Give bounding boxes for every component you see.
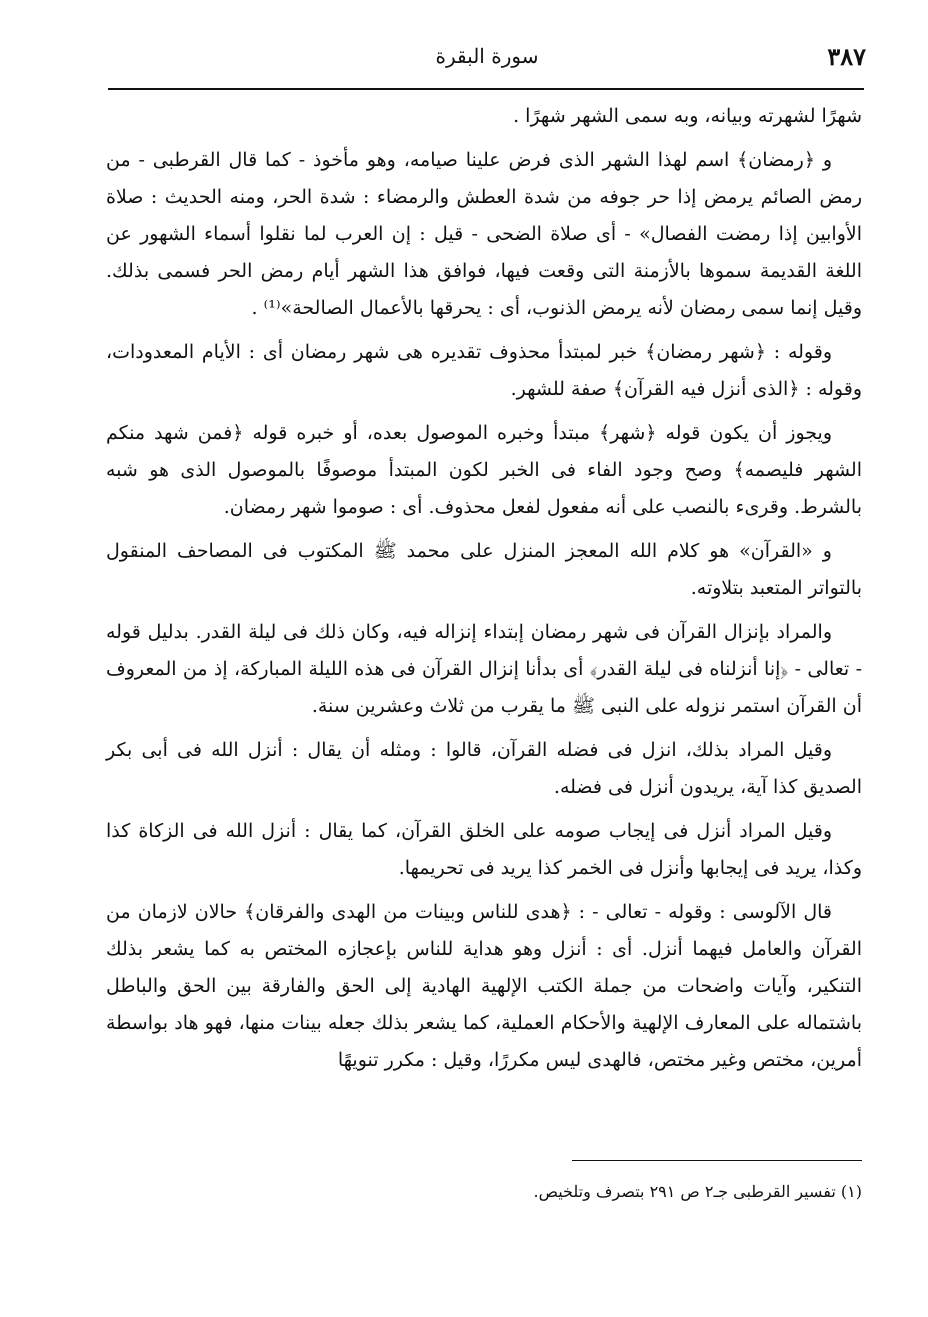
paragraph: و ﴿رمضان﴾ اسم لهذا الشهر الذى فرض علينا صيامه، وهو مأخوذ - كما قال القرطبى - من رمض الصائم يرمض إذا حر جوفه من شدة العطش والرمضاء : شدة الحر، ومنه الحديث : صلاة الأوابين إذا رمضت الفصال» - أى صلاة الضحى - قيل : إن العرب لما نقلوا أسماء الشهور عن اللغة القديمة سموها بالأزمنة التى وقعت فيها، فوافق هذا الشهر أيام رمض الحر فسمى بذلك. وقيل إنما سمى رمضان لأنه يرمض الذنوب، أى : يحرقها بالأعمال الصالحة»⁽¹⁾ . — [106, 149, 862, 319]
paragraph: شهرًا لشهرته وبيانه، وبه سمى الشهر شهرًا . — [513, 105, 862, 127]
footnote-divider — [572, 1160, 862, 1161]
header-divider — [108, 88, 864, 90]
paragraph: قال الآلوسى : وقوله - تعالى - : ﴿هدى للناس وبينات من الهدى والفرقان﴾ حالان لازمان من القرآن والعامل فيهما أنزل. أى : أنزل وهو هداية للناس بإعجازه المختص به كما يشعر بذلك التنكير، وآيات واضحات من جملة الكتب الإلهية الهادية إلى الحق والفارقة بين الحق والباطل باشتماله على المعارف الإلهية والأحكام العملية، كما يشعر بذلك جعله بينات منها، فهو هاد بواسطة أمرين، مختص وغير مختص، فالهدى ليس مكررًا، وقيل : مكرر تنويهًا — [106, 901, 862, 1071]
surah-title: سورة البقرة — [435, 44, 539, 68]
paragraph: و «القرآن» هو كلام الله المعجز المنزل على محمد ﷺ المكتوب فى المصاحف المنقول بالتواتر المتعبد بتلاوته. — [106, 540, 862, 599]
page-number: ٣٨٧ — [827, 42, 866, 71]
paragraph: والمراد بإنزال القرآن فى شهر رمضان إبتداء إنزاله فيه، وكان ذلك فى ليلة القدر. بدليل قوله - تعالى - ﴿إنا أنزلناه فى ليلة القدر﴾ أى بدأنا إنزال القرآن فى هذه الليلة المباركة، إذ من المعروف أن القرآن استمر نزوله على النبى ﷺ ما يقرب من ثلاث وعشرين سنة. — [106, 621, 862, 717]
paragraph: وقيل المراد أنزل فى إيجاب صومه على الخلق القرآن، كما يقال : أنزل الله فى الزكاة كذا وكذا، يريد فى إيجابها وأنزل فى الخمر كذا يريد فى تحريمها. — [106, 820, 862, 879]
paragraph: وقيل المراد بذلك، انزل فى فضله القرآن، قالوا : ومثله أن يقال : أنزل الله فى أبى بكر الصديق كذا آية، يريدون أنزل فى فضله. — [106, 739, 862, 798]
page-header — [108, 42, 866, 82]
footnote: (١) تفسير القرطبى جـ٢ ص ٢٩١ بتصرف وتلخيص. — [533, 1182, 862, 1201]
paragraph: وقوله : ﴿شهر رمضان﴾ خبر لمبتدأ محذوف تقديره هى شهر رمضان أى : الأيام المعدودات، وقوله : ﴿الذى أنزل فيه القرآن﴾ صفة للشهر. — [106, 341, 862, 400]
paragraph: ويجوز أن يكون قوله ﴿شهر﴾ مبتدأ وخبره الموصول بعده، أو خبره قوله ﴿فمن شهد منكم الشهر فليصمه﴾ وصح وجود الفاء فى الخبر لكون المبتدأ موصوفًا بالموصول الذى هو شبه بالشرط. وقرىء بالنصب على أنه مفعول لفعل محذوف. أى : صوموا شهر رمضان. — [106, 422, 862, 518]
main-text — [106, 98, 862, 1086]
